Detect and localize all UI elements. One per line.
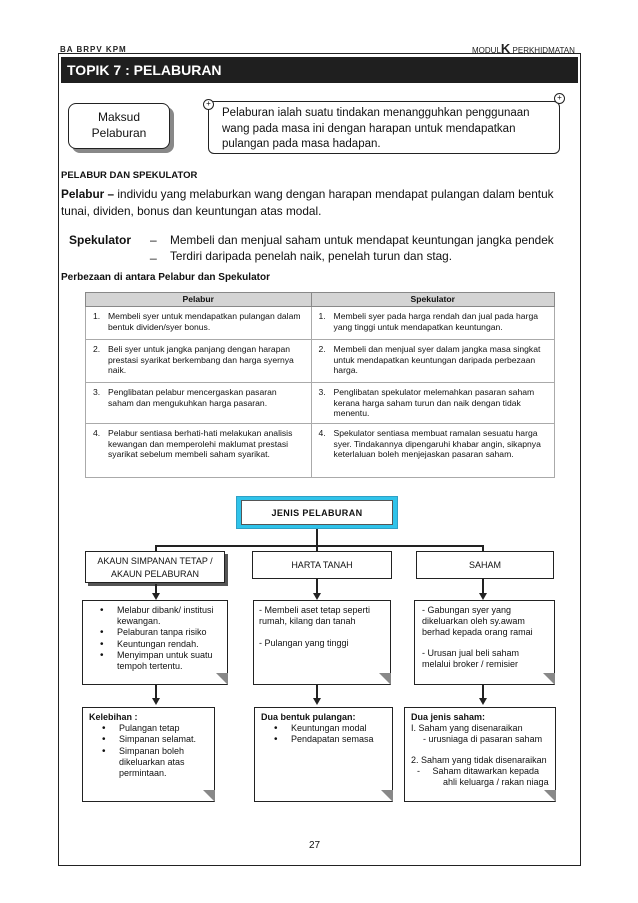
dua-pulangan-title: Dua bentuk pulangan: <box>261 712 356 722</box>
connector-line <box>482 579 484 593</box>
definition-text <box>222 106 558 153</box>
pelabur-cell: Membeli syer untuk mendapatkan pulangan dalam bentuk dividen/syer bonus. <box>108 311 301 332</box>
pelabur-cell: Penglibatan pelabur mencergaskan pasaran saham dan mengukuhkan harga pasaran. <box>108 387 277 408</box>
dua-jenis-1: I. Saham yang disenaraikan <box>411 723 523 734</box>
definition-line-2: wang pada masa ini dengan harapan untuk mendapatkan <box>222 122 516 135</box>
dua-jenis-2c: ahli keluarga / rakan niaga <box>443 777 549 788</box>
pelabur-definition <box>61 186 581 220</box>
maksud-label-box <box>68 103 170 149</box>
row-number: 3. <box>93 387 101 397</box>
section-heading-pelabur-spekulator: PELABUR DAN SPEKULATOR <box>61 170 198 181</box>
page-fold-icon <box>544 790 556 802</box>
list-item: • Pendapatan semasa <box>261 734 386 745</box>
jenis-pelaburan-title: JENIS PELABURAN <box>241 500 393 525</box>
row-number: 3. <box>318 387 326 397</box>
arrow-down-icon <box>313 593 321 600</box>
arrow-down-icon <box>152 593 160 600</box>
spekulator-line-1: Membeli dan menjual saham untuk mendapat keuntungan jangka pendek <box>170 233 554 247</box>
kelebihan-title: Kelebihan : <box>89 712 138 722</box>
arrow-down-icon <box>479 698 487 705</box>
list-item: • Pulangan tetap <box>89 723 208 734</box>
list-item: • Keuntungan modal <box>261 723 386 734</box>
row-number: 1. <box>93 311 101 321</box>
kelebihan-box <box>82 707 215 802</box>
section-heading-perbezaan: Perbezaan di antara Pelabur dan Spekulator <box>61 272 270 283</box>
node-akaun-line1: AKAUN SIMPANAN TETAP / <box>97 556 213 566</box>
dua-jenis-1b: - urusniaga di pasaran saham <box>423 734 543 745</box>
spekulator-cell: Membeli dan menjual syer dalam jangka masa singkat untuk mendapatkan keuntungan daripada perbezaan harga. <box>333 344 541 376</box>
header-right-prefix: MODUL <box>472 46 501 55</box>
dua-pulangan-box <box>254 707 393 802</box>
harta-desc-2: - Pulangan yang tinggi <box>259 638 349 649</box>
list-item: • Keuntungan rendah. <box>87 639 221 650</box>
topic-title: TOPIK 7 : PELABURAN <box>61 57 578 83</box>
connector-line <box>316 529 318 545</box>
page-fold-icon <box>203 790 215 802</box>
table-header-pelabur: Pelabur <box>86 293 312 307</box>
page-fold-icon <box>543 673 555 685</box>
list-item: • Pelaburan tanpa risiko <box>87 627 221 638</box>
page-fold-icon <box>379 673 391 685</box>
list-item: • Menyimpan untuk suatu tempoh tertentu. <box>87 650 221 672</box>
arrow-down-icon <box>152 698 160 705</box>
node-saham: SAHAM <box>416 551 554 579</box>
spekulator-cell: Spekulator sentiasa membuat ramalan sesuatu harga syer. Tindakannya dipengaruhi khabar angin, sikapnya keterlaluan boleh menjejaskan pasaran saham. <box>333 428 541 460</box>
table-row <box>86 307 555 340</box>
node-akaun-simpanan <box>85 551 225 583</box>
scroll-curl-right-icon: + <box>554 93 565 104</box>
comparison-table <box>85 292 555 478</box>
saham-desc-2: - Urusan jual beli saham melalui broker / remisier <box>422 647 520 669</box>
header-right-suffix: PERKHIDMATAN <box>512 46 575 55</box>
spekulator-term: Spekulator <box>69 233 132 247</box>
arrow-down-icon <box>479 593 487 600</box>
harta-desc-1: - Membeli aset tetap seperti rumah, kilang dan tanah <box>259 605 371 627</box>
spekulator-cell: Penglibatan spekulator melemahkan pasaran saham kerana harga saham turun dan naik dengan tidak menentu. <box>333 387 535 419</box>
dua-jenis-box <box>404 707 556 802</box>
definition-line-1: Pelaburan ialah suatu tindakan menangguhkan penggunaan <box>222 107 530 119</box>
list-item: • Melabur dibank/ institusi kewangan. <box>87 605 221 627</box>
page-number: 27 <box>309 840 321 851</box>
page-fold-icon <box>216 673 228 685</box>
row-number: 2. <box>93 344 101 354</box>
connector-line <box>155 685 157 698</box>
connector-line <box>155 545 483 547</box>
maksud-label-line1: Maksud <box>97 110 141 124</box>
scroll-curl-left-icon: + <box>203 99 214 110</box>
maksud-label-line2: Pelaburan <box>91 126 147 140</box>
table-row <box>86 383 555 424</box>
spekulator-line-2: Terdiri daripada penelah naik, penelah turun dan stag. <box>170 249 453 263</box>
list-item: • Simpanan boleh dikeluarkan atas permintaan. <box>89 746 208 780</box>
connector-line <box>316 579 318 593</box>
row-number: 4. <box>93 428 101 438</box>
row-number: 4. <box>318 428 326 438</box>
akaun-description-box <box>82 600 228 685</box>
table-header-spekulator: Spekulator <box>311 293 554 307</box>
definition-line-3: pulangan pada masa hadapan. <box>222 138 381 150</box>
pelabur-term: Pelabur – <box>61 187 118 201</box>
spekulator-dash-1: – <box>150 233 157 247</box>
row-number: 1. <box>318 311 326 321</box>
list-item: • Simpanan selamat. <box>89 734 208 745</box>
spekulator-dash-2: _ <box>150 246 157 260</box>
spekulator-cell: Membeli syer pada harga rendah dan jual pada harga yang tinggi untuk mendapatkan keuntungan. <box>333 311 539 332</box>
saham-description-box <box>414 600 555 685</box>
node-harta-tanah: HARTA TANAH <box>252 551 392 579</box>
dua-jenis-2: 2. Saham yang tidak disenaraikan <box>411 754 547 765</box>
connector-line <box>316 685 318 698</box>
arrow-down-icon <box>313 698 321 705</box>
saham-desc-1: - Gabungan syer yang dikeluarkan oleh sy.awam berhad kepada orang ramai <box>422 605 533 638</box>
pelabur-cell: Pelabur sentiasa berhati-hati melakukan analisis kewangan dan memperolehi maklumat prestasi syarikat sebelum membeli saham syarikat. <box>108 428 293 460</box>
pelabur-cell: Beli syer untuk jangka panjang dengan harapan prestasi syarikat berkembang dan harga syernya naik. <box>108 344 294 376</box>
connector-line <box>155 584 157 593</box>
header-left: BA BRPV KPM <box>60 45 127 54</box>
pelabur-line-2: tunai, dividen, bonus dan keuntungan atas modal. <box>61 204 322 218</box>
harta-description-box <box>253 600 391 685</box>
dua-jenis-title: Dua jenis saham: <box>411 712 486 722</box>
node-akaun-line2: AKAUN PELABURAN <box>110 569 200 579</box>
row-number: 2. <box>318 344 326 354</box>
dua-jenis-2b: - Saham ditawarkan kepada <box>417 765 540 776</box>
connector-line <box>482 685 484 698</box>
page-fold-icon <box>381 790 393 802</box>
table-row <box>86 424 555 478</box>
pelabur-line-1: individu yang melaburkan wang dengan harapan mendapat pulangan dalam bentuk <box>117 187 554 201</box>
table-row <box>86 340 555 383</box>
header-right-letter: K <box>500 41 511 56</box>
